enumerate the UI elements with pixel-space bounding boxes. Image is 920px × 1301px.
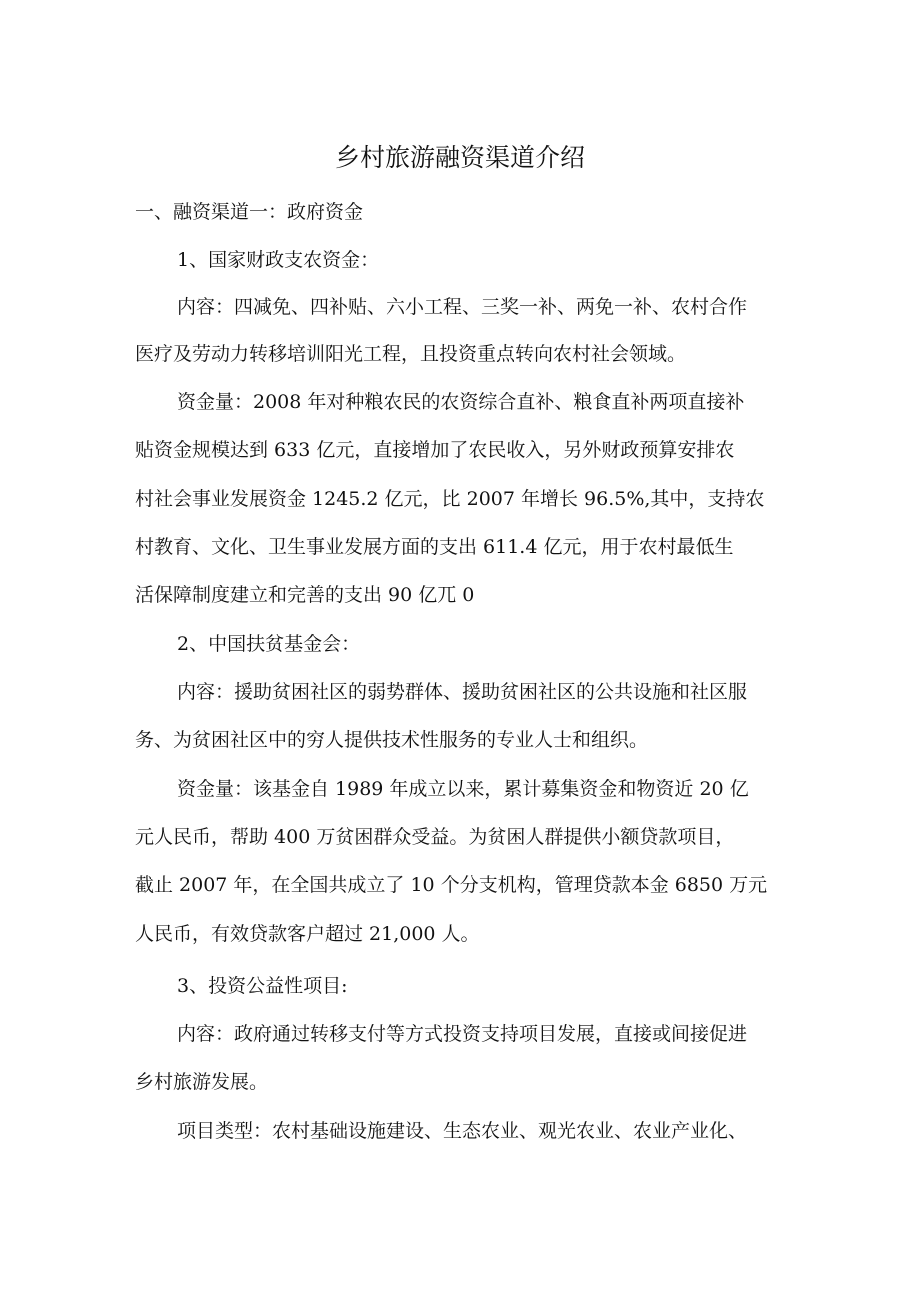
paragraph-line: 贴资金规模达到 633 亿元，直接增加了农民收入，另外财政预算安排农: [135, 439, 735, 461]
subsection-heading-1: 1、国家财政支农资金：: [177, 249, 380, 271]
paragraph-line: 内容：援助贫困社区的弱势群体、援助贫困社区的公共设施和社区服: [177, 681, 748, 703]
subsection-heading-2: 2、中国扶贫基金会：: [177, 633, 361, 655]
paragraph-line: 村社会事业发展资金 1245.2 亿元，比 2007 年增长 96.5%,其中，支持农: [135, 488, 765, 510]
paragraph-line: 内容：政府通过转移支付等方式投资支持项目发展，直接或间接促进: [177, 1023, 748, 1045]
paragraph-line: 活保障制度建立和完善的支出 90 亿兀 0: [135, 584, 475, 606]
paragraph-line: 村教育、文化、卫生事业发展方面的支出 611.4 亿元，用于农村最低生: [135, 536, 734, 558]
document-title: 乡村旅游融资渠道介绍: [334, 143, 585, 172]
subsection-heading-3: 3、投资公益性项目:: [177, 975, 348, 997]
paragraph-line: 医疗及劳动力转移培训阳光工程，且投资重点转向农村社会领域。: [135, 343, 687, 365]
paragraph-line: 元人民币，帮助 400 万贫困群众受益。为贫困人群提供小额贷款项目，: [135, 826, 735, 848]
paragraph-line: 项目类型：农村基础设施建设、生态农业、观光农业、农业产业化、: [177, 1120, 748, 1142]
section-heading-1: 一、融资渠道一：政府资金: [135, 201, 364, 223]
paragraph-line: 人民币，有效贷款客户超过 21,000 人。: [135, 923, 480, 945]
paragraph-line: 截止 2007 年，在全国共成立了 10 个分支机构，管理贷款本金 6850 万元: [135, 874, 768, 896]
paragraph-line: 内容：四减免、四补贴、六小工程、三奖一补、两免一补、农村合作: [177, 296, 748, 318]
paragraph-line: 资金量：2008 年对种粮农民的农资综合直补、粮食直补两项直接补: [177, 391, 745, 413]
paragraph-line: 资金量：该基金自 1989 年成立以来，累计募集资金和物资近 20 亿: [177, 778, 749, 800]
paragraph-line: 乡村旅游发展。: [135, 1071, 269, 1093]
paragraph-line: 务、为贫困社区中的穷人提供技术性服务的专业人士和组织。: [135, 729, 649, 751]
